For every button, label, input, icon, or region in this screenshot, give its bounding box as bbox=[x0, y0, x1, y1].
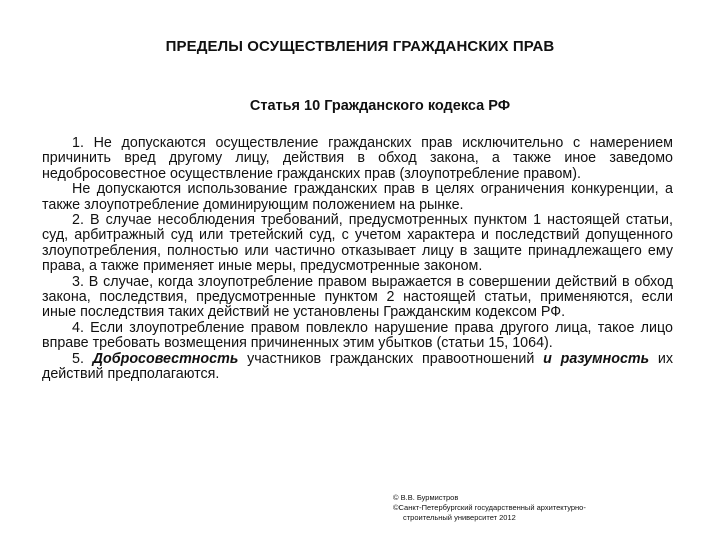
paragraph-2: Не допускаются использование гражданских прав в целях ограничения конкуренции, а также злоупотребление доминирующим положением на рынке. bbox=[42, 181, 673, 213]
copyright-org-line1: ©Санкт-Петербургский государственный архитектурно- bbox=[393, 503, 586, 512]
p6-conjunction: и bbox=[543, 350, 552, 367]
paragraph-3: 2. В случае несоблюдения требований, предусмотренных пунктом 1 настоящей статьи, суд, арбитражный суд или третейский суд, с учетом характера и последствий допущенного злоупотребления, полностью или частично отказывает лицу в защите принадлежащего ему права, а также применяет иные меры, предусмотренные законом. bbox=[42, 212, 673, 275]
p6-middle: участников гражданских правоотношений bbox=[238, 350, 544, 367]
copyright-org-line2: строительный университет 2012 bbox=[403, 513, 516, 522]
paragraph-1: 1. Не допускаются осуществление гражданских прав исключительно с намерением причинить вред другому лицу, действия в обход закона, а также иное заведомо недобросовестное осуществление гражданских прав (злоупотребление правом). bbox=[42, 135, 673, 182]
term-good-faith: Добросовестность bbox=[92, 350, 239, 367]
paragraph-4: 3. В случае, когда злоупотребление правом выражается в совершении действий в обход закона, последствия, предусмотренные пунктом 2 настоящей статьи, применяются, если иные последствия таких действий не установлены Гражданским кодексом РФ. bbox=[42, 273, 673, 321]
article-body bbox=[42, 136, 673, 383]
term-reasonableness: разумность bbox=[560, 350, 650, 367]
paragraph-6 bbox=[42, 352, 673, 383]
article-subtitle: Статья 10 Гражданского кодекса РФ bbox=[249, 98, 511, 114]
p6-suffix: их действий предполагаются. bbox=[42, 350, 673, 383]
page-title: ПРЕДЕЛЫ ОСУЩЕСТВЛЕНИЯ ГРАЖДАНСКИХ ПРАВ bbox=[165, 38, 555, 55]
paragraph-5: 4. Если злоупотребление правом повлекло нарушение права другого лица, такое лицо вправе требовать возмещения причиненных этим убытков (статьи 15, 1064). bbox=[42, 319, 673, 352]
p6-prefix: 5. bbox=[72, 350, 93, 367]
copyright-author: © В.В. Бурмистров bbox=[393, 493, 459, 502]
copyright-footer bbox=[393, 493, 586, 523]
